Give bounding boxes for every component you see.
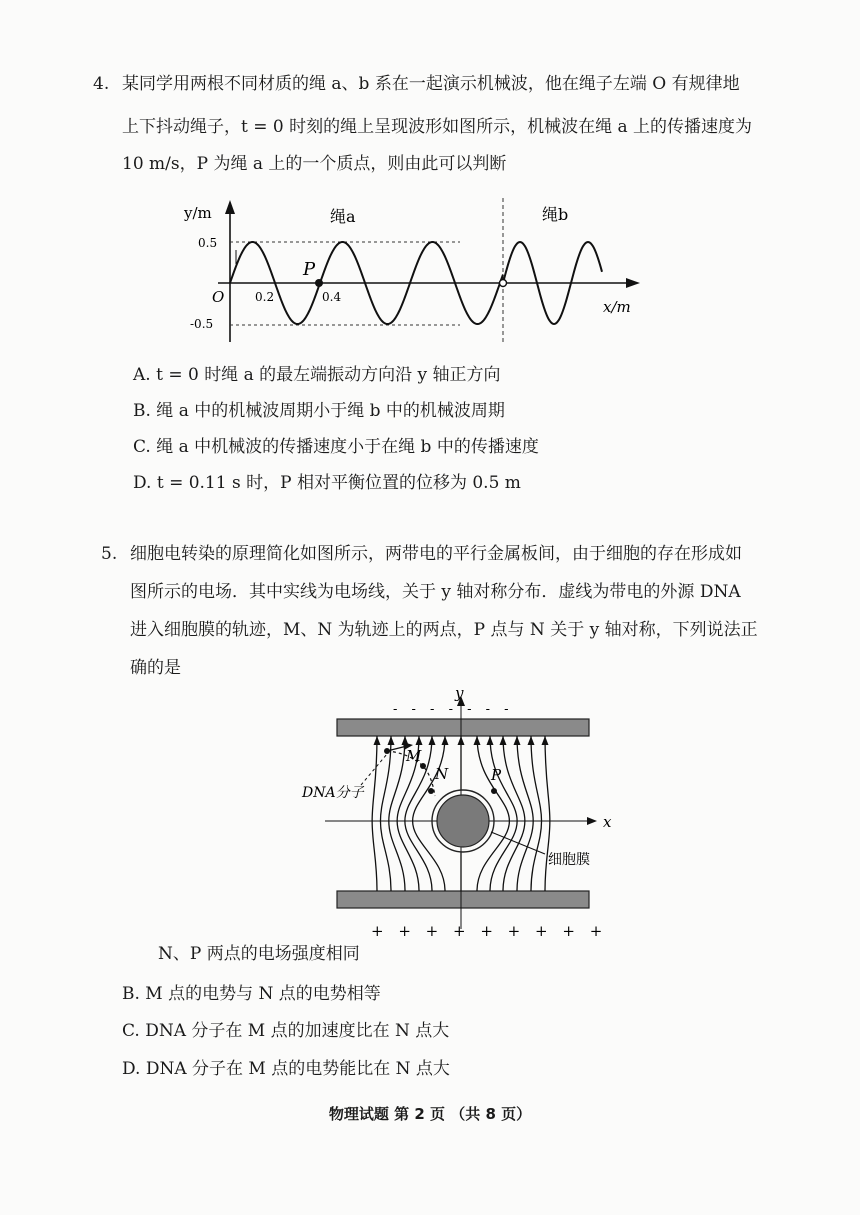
field-line-left — [389, 736, 405, 891]
q4-option-b[interactable]: B. 绳 a 中的机械波周期小于绳 b 中的机械波周期 — [133, 401, 505, 421]
cell-membrane — [437, 795, 489, 847]
q4-stem-line-1: 某同学用两根不同材质的绳 a、b 系在一起演示机械波，他在绳子左端 O 有规律地 — [122, 74, 740, 94]
q5-option-b[interactable]: B. M 点的电势与 N 点的电势相等 — [122, 984, 381, 1004]
dna-pointer — [361, 754, 387, 785]
point-p-marker — [315, 279, 323, 287]
field-line-right — [490, 736, 517, 891]
q5-option-d[interactable]: D. DNA 分子在 M 点的电势能比在 N 点大 — [122, 1059, 450, 1079]
field-line-right — [503, 736, 525, 891]
q5-stem-line-1: 细胞电转染的原理简化如图所示，两带电的平行金属板间，由于细胞的存在形成如 — [130, 544, 742, 564]
wave-y-label: y/m — [184, 204, 212, 222]
wave-figure — [170, 192, 650, 352]
q5-option-c[interactable]: C. DNA 分子在 M 点的加速度比在 N 点大 — [122, 1021, 450, 1041]
dna-label: DNA分子 — [302, 785, 364, 801]
wave-x-tick-04: 0.4 — [322, 290, 342, 304]
point-p-marker-field — [491, 788, 497, 794]
field-line-arrow — [487, 736, 494, 745]
field-line-arrow — [528, 736, 535, 745]
dna-start-point — [384, 748, 390, 754]
point-n-marker — [428, 788, 434, 794]
membrane-label: 细胞膜 — [548, 852, 590, 868]
bottom-plate — [337, 891, 589, 908]
top-plate-charges: - - - - - - - — [393, 702, 514, 717]
field-x-label: x — [603, 813, 612, 831]
field-line-arrow — [514, 736, 521, 745]
q5-option-a[interactable]: N、P 两点的电场强度相同 — [158, 944, 360, 964]
q4-option-c[interactable]: C. 绳 a 中机械波的传播速度小于在绳 b 中的传播速度 — [133, 437, 539, 457]
field-line-arrow — [388, 736, 395, 745]
field-y-label: y — [455, 684, 464, 702]
junction-point — [500, 280, 507, 287]
q4-option-d[interactable]: D. t = 0.11 s 时，P 相对平衡位置的位移为 0.5 m — [133, 473, 521, 493]
q5-stem-line-4: 确的是 — [130, 658, 181, 678]
wave-x-tick-02: 0.2 — [255, 290, 275, 304]
q4-stem-line-2: 上下抖动绳子，t = 0 时刻的绳上呈现波形如图所示，机械波在绳 a 上的传播速度为 — [122, 117, 753, 137]
wave-y-top-tick: 0.5 — [198, 236, 218, 250]
field-point-m-label: M — [406, 747, 422, 765]
field-point-p-label: P — [491, 766, 502, 784]
wave-point-p-label: P — [303, 259, 316, 280]
q4-number: 4. — [93, 74, 110, 94]
bottom-plate-charges: + + + + + + + + + — [371, 922, 608, 940]
field-line-arrow — [442, 736, 449, 745]
wave-origin-label: O — [212, 288, 225, 306]
field-line-arrow — [429, 736, 436, 745]
wave-y-arrow — [225, 200, 235, 214]
page-footer: 物理试题 第 2 页 （共 8 页） — [328, 1105, 532, 1123]
field-x-arrow — [587, 817, 597, 825]
wave-x-label: x/m — [603, 298, 631, 316]
field-point-n-label: N — [435, 765, 449, 783]
field-line-arrow — [474, 736, 481, 745]
q5-number: 5. — [101, 544, 118, 564]
membrane-pointer — [491, 832, 545, 854]
field-line-left — [372, 736, 377, 891]
field-line-right — [517, 736, 533, 891]
q4-option-a[interactable]: A. t = 0 时绳 a 的最左端振动方向沿 y 轴正方向 — [133, 365, 501, 385]
field-line-arrow — [500, 736, 507, 745]
wave-x-arrow — [626, 278, 640, 288]
q4-stem-line-3: 10 m/s，P 为绳 a 上的一个质点，则由此可以判断 — [122, 154, 507, 174]
field-line-arrow — [416, 736, 423, 745]
q5-stem-line-3: 进入细胞膜的轨迹，M、N 为轨迹上的两点，P 点与 N 关于 y 轴对称，下列说法正 — [130, 620, 758, 640]
q5-stem-line-2: 图所示的电场．其中实线为电场线，关于 y 轴对称分布．虚线为带电的外源 DNA — [130, 582, 741, 602]
rope-a-label: 绳a — [330, 207, 356, 226]
top-plate — [337, 719, 589, 736]
rope-b-label: 绳b — [542, 205, 569, 224]
field-line-arrow — [542, 736, 549, 745]
wave-y-bottom-tick: -0.5 — [190, 317, 214, 331]
field-figure — [295, 684, 625, 944]
field-line-arrow — [374, 736, 381, 745]
